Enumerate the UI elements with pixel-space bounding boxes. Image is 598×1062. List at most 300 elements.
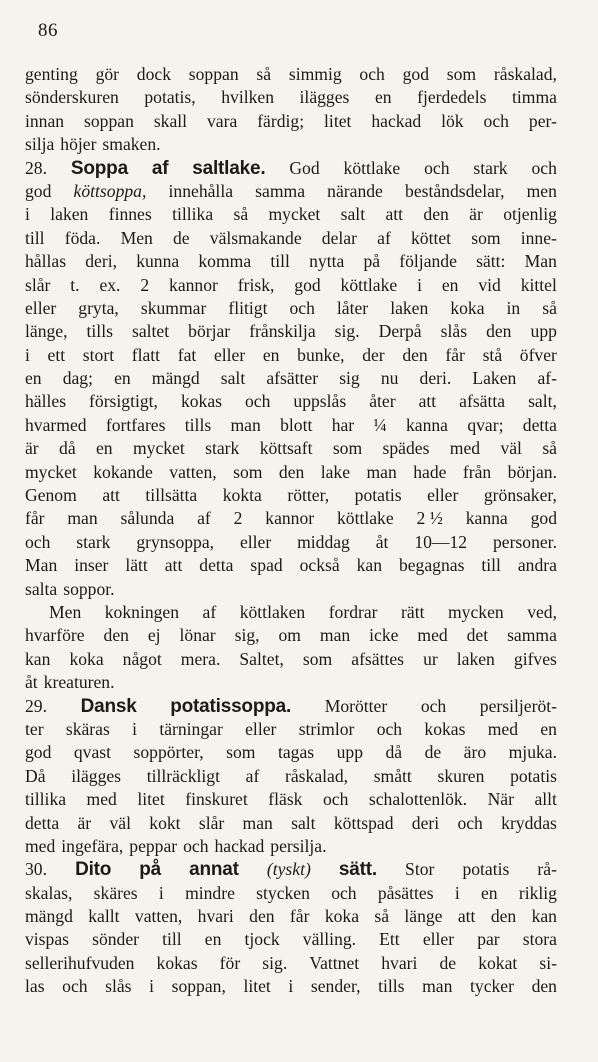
word: får: [25, 508, 45, 529]
word: köttlaken: [239, 601, 306, 622]
text-line: [25, 227, 557, 250]
word: för: [219, 952, 241, 973]
word: afsättes: [351, 648, 405, 669]
word: till: [25, 227, 45, 248]
text-line: [25, 437, 557, 460]
word: att: [457, 906, 476, 927]
word: qvar;: [467, 414, 504, 435]
word: per-: [528, 110, 557, 131]
word: som: [226, 742, 256, 763]
word: köttspad: [333, 812, 394, 833]
word: så: [542, 297, 557, 318]
word: och: [376, 718, 403, 739]
word: tycker: [470, 976, 514, 997]
word: spädes: [382, 438, 430, 459]
word: tillika: [172, 204, 214, 225]
word: par: [477, 929, 500, 950]
word: och: [331, 882, 357, 903]
word: lök: [441, 110, 464, 131]
word: När: [487, 789, 514, 810]
text-line: [25, 882, 557, 905]
word: äro: [463, 742, 487, 763]
word: att: [102, 485, 120, 506]
word: kallt: [88, 906, 120, 927]
word: en: [114, 368, 131, 389]
word: med: [25, 835, 56, 856]
word: låter: [336, 297, 369, 318]
word: sig: [339, 368, 360, 389]
word: slås: [440, 321, 468, 342]
body-text: [25, 63, 557, 999]
word: kannor: [169, 274, 218, 295]
word: grynsoppa,: [136, 531, 215, 552]
word: god: [402, 64, 429, 84]
word: då: [59, 438, 76, 459]
word: persiljeröt-: [479, 695, 557, 716]
word: rötter,: [287, 485, 330, 506]
word: koka: [69, 648, 104, 669]
word: man: [67, 508, 98, 529]
word: sönderskuren: [25, 87, 119, 108]
word: tärningar: [159, 718, 223, 739]
word: af: [377, 227, 391, 248]
word: upp: [336, 742, 363, 763]
word: och: [483, 110, 509, 131]
word: soppan: [84, 110, 134, 131]
word: sålunda: [120, 508, 175, 529]
word: mindre: [185, 882, 235, 903]
word: och: [25, 531, 51, 552]
word: om: [278, 625, 301, 646]
word: stora: [522, 929, 557, 950]
word: eller: [422, 929, 455, 950]
word: Derpå: [378, 321, 422, 342]
word: eller: [427, 485, 459, 506]
text-line: [25, 858, 557, 881]
word: God: [289, 157, 320, 178]
word: saltet: [131, 321, 170, 342]
word: också: [299, 555, 340, 576]
word: ej: [147, 625, 161, 646]
word: den: [249, 906, 275, 927]
word: 2 ½: [416, 508, 443, 529]
word: den: [486, 321, 512, 342]
word: potatis: [462, 859, 510, 880]
word: skalas,: [25, 882, 73, 903]
text-line: [25, 367, 557, 390]
word: hackad: [214, 835, 265, 856]
word: qvast: [73, 742, 112, 763]
word: försigtigt,: [89, 391, 158, 412]
word: upp: [530, 321, 557, 342]
word: man: [319, 625, 351, 646]
word: en: [96, 438, 113, 459]
word: laken: [390, 297, 429, 318]
word: ett: [47, 344, 66, 365]
word: genting: [25, 64, 78, 84]
word: personer.: [492, 531, 557, 552]
word: fjerdedels: [417, 87, 487, 108]
text-line: [25, 86, 557, 109]
word: dag;: [62, 368, 93, 389]
text-line: [25, 63, 557, 86]
word: stycken: [256, 882, 310, 903]
word: god: [25, 742, 52, 763]
text-line: [25, 671, 557, 694]
word: hvilken: [221, 87, 274, 108]
word: sender,: [310, 976, 361, 997]
word: soppor.: [63, 578, 115, 599]
word: sig.: [334, 321, 360, 342]
word: god: [530, 508, 557, 529]
word: sig,: [234, 625, 260, 646]
word: Morötter: [324, 695, 388, 716]
word: deri: [411, 812, 440, 833]
word: mycket: [25, 461, 77, 482]
word: vispas: [25, 929, 69, 950]
word: som: [446, 64, 477, 84]
word: vatten,: [169, 461, 217, 482]
word: skäres: [93, 882, 138, 903]
word: köttet: [410, 227, 452, 248]
word: afsätta: [459, 391, 506, 412]
word: från: [462, 461, 492, 482]
text-line: [25, 133, 557, 156]
word: har: [331, 414, 355, 435]
word: af-: [537, 368, 557, 389]
word: smaken.: [102, 134, 161, 155]
word: höjer: [60, 134, 97, 155]
word: innan: [25, 110, 65, 131]
word: lake: [320, 461, 351, 482]
word: salt: [291, 812, 316, 833]
word: tjock: [244, 929, 280, 950]
word: i: [132, 718, 138, 739]
word: ur: [423, 648, 438, 669]
text-line: [25, 390, 557, 413]
word: hälles: [25, 391, 67, 412]
word: hackad: [371, 110, 422, 131]
word: väl: [109, 812, 131, 833]
text-line: [25, 250, 557, 273]
word: tillsätta: [145, 485, 198, 506]
word: soppan: [188, 64, 239, 84]
text-line: [25, 320, 557, 343]
word: las: [25, 976, 45, 997]
word: skummar: [140, 297, 207, 318]
word: kokat: [478, 952, 518, 973]
word: rätt: [401, 601, 425, 622]
word: frisk,: [237, 274, 275, 295]
word: Då: [25, 765, 46, 786]
word: detta: [25, 812, 60, 833]
word: i: [149, 976, 155, 997]
word: 28.: [25, 157, 47, 178]
word: och: [322, 789, 349, 810]
word: kokas: [180, 391, 222, 412]
word: kryddas: [501, 812, 557, 833]
text-line: [25, 461, 557, 484]
recipe-heading-word: sätt.: [338, 859, 377, 881]
recipe-heading-word: Dito: [75, 859, 112, 881]
word: laken: [456, 648, 495, 669]
word: tills: [378, 976, 405, 997]
word: delar: [321, 227, 357, 248]
word: schalottenlök.: [368, 789, 468, 810]
word: råskalad,: [493, 64, 557, 84]
text-line: [25, 741, 557, 764]
word: uppslås: [293, 391, 347, 412]
word: kannor: [265, 508, 315, 529]
word: till: [162, 929, 182, 950]
word: begagnas: [398, 555, 465, 576]
word: smått: [373, 765, 412, 786]
text-line: [25, 157, 557, 180]
word: välsmakande: [209, 227, 302, 248]
word: kanna: [465, 508, 508, 529]
word: på: [363, 251, 381, 272]
text-line: [25, 554, 557, 577]
word: stå: [482, 344, 503, 365]
word: 2: [140, 274, 150, 295]
word: köttlake: [343, 157, 401, 178]
word: gör: [95, 64, 120, 84]
word: slås: [105, 976, 132, 997]
text-line: [25, 110, 557, 133]
word: den: [278, 461, 305, 482]
word: och: [289, 297, 315, 318]
word: stark: [76, 531, 111, 552]
word: samma: [507, 625, 557, 646]
word: laken: [50, 204, 89, 225]
word: komma: [198, 251, 252, 272]
word: en: [374, 87, 392, 108]
word: tagas: [277, 742, 315, 763]
word: stort: [82, 344, 115, 365]
word: med: [449, 438, 481, 459]
word: Man: [524, 251, 557, 272]
word: den: [531, 976, 557, 997]
word: Men: [49, 601, 82, 622]
word: slår: [25, 274, 51, 295]
word: är: [469, 204, 483, 225]
word: middag: [297, 531, 350, 552]
word: med: [487, 718, 519, 739]
word: fat: [177, 344, 197, 365]
word: tills: [184, 414, 212, 435]
text-line: [25, 507, 557, 530]
word: detta: [199, 555, 234, 576]
word: tillräckligt: [146, 765, 220, 786]
word: eller: [25, 297, 57, 318]
word: riklig: [518, 882, 557, 903]
word: spad: [250, 555, 283, 576]
word: välling.: [302, 929, 357, 950]
word: sig.: [262, 952, 288, 973]
word: eller: [213, 344, 246, 365]
word: man: [242, 812, 273, 833]
page-number: 86: [38, 20, 58, 41]
word: början.: [507, 461, 557, 482]
word: påsättes: [377, 882, 434, 903]
word: köttlake: [336, 508, 394, 529]
word: kokas: [156, 952, 198, 973]
word: en: [540, 718, 557, 739]
word: och: [531, 157, 557, 178]
text-line: [25, 601, 557, 624]
word: hvari: [197, 906, 234, 927]
word: dock: [136, 64, 171, 84]
word: afsätter: [266, 368, 319, 389]
text-line: [25, 297, 557, 320]
text-line: [25, 344, 557, 367]
word: hållas: [25, 251, 67, 272]
word: vid: [478, 274, 501, 295]
word: af: [197, 508, 211, 529]
word: åt: [25, 672, 38, 693]
word: till: [270, 251, 290, 272]
word: salt: [340, 204, 366, 225]
text-line: [25, 765, 557, 788]
word: deri,: [85, 251, 117, 272]
word: i: [417, 274, 422, 295]
recipe-heading-word: potatissoppa.: [170, 695, 292, 717]
word: en: [262, 344, 280, 365]
word: blott: [280, 414, 313, 435]
word: de: [173, 227, 190, 248]
word: flitigt: [228, 297, 268, 318]
word: så: [374, 906, 390, 927]
word: kanna: [405, 414, 448, 435]
word: sätt:: [476, 251, 506, 272]
word: deri.: [419, 368, 452, 389]
word: Laken: [472, 368, 517, 389]
word: länge,: [25, 321, 68, 342]
word: mängd: [151, 368, 200, 389]
word: ilägges: [299, 87, 350, 108]
word: der: [362, 344, 385, 365]
word: tills: [86, 321, 113, 342]
text-line: [25, 624, 557, 647]
word: något: [122, 648, 162, 669]
word: kokas: [424, 718, 466, 739]
word: hvari: [381, 952, 418, 973]
word: att: [385, 204, 404, 225]
word: inne-: [520, 227, 557, 248]
word: de: [424, 742, 442, 763]
word: ingefära,: [61, 835, 124, 856]
word: att: [418, 391, 437, 412]
text-line: [25, 203, 557, 226]
word: då: [385, 742, 403, 763]
word: salt,: [528, 391, 557, 412]
word: kunna: [136, 251, 180, 272]
text-line: [25, 414, 557, 437]
word: kokta: [222, 485, 262, 506]
word: en: [441, 274, 459, 295]
word: skuren: [437, 765, 485, 786]
word: skäras: [65, 718, 110, 739]
word: i: [288, 976, 294, 997]
word: en: [480, 882, 498, 903]
word: får: [445, 344, 465, 365]
text-line: [25, 952, 557, 975]
word: gifves: [513, 648, 557, 669]
word: mängd: [25, 906, 73, 927]
word: följande: [399, 251, 457, 272]
word: i: [158, 882, 164, 903]
word: den: [402, 344, 428, 365]
word: mjuka.: [508, 742, 557, 763]
word: eller: [245, 718, 277, 739]
word: och: [457, 812, 483, 833]
word: mycken: [447, 601, 504, 622]
word: peppar: [129, 835, 178, 856]
word: hvarföre: [25, 625, 85, 646]
text-line: [25, 180, 557, 203]
word: ter: [25, 718, 44, 739]
word: litet: [243, 976, 271, 997]
word: god: [294, 274, 321, 295]
word: fordrar: [328, 601, 378, 622]
word: råskalad,: [285, 765, 349, 786]
word: inser: [74, 555, 109, 576]
text-line: [25, 648, 557, 671]
word: t.: [70, 274, 80, 295]
word: som: [302, 648, 333, 669]
word: 10—12: [414, 531, 468, 552]
word: af: [202, 601, 217, 622]
word: en: [25, 368, 42, 389]
word: potatis,: [144, 87, 196, 108]
word: ved,: [527, 601, 557, 622]
word: till: [481, 555, 501, 576]
recipe-heading-word: saltlake.: [192, 157, 266, 179]
word: så: [256, 64, 272, 84]
word: åt: [375, 531, 389, 552]
word: föda.: [64, 227, 101, 248]
word: med: [86, 789, 117, 810]
recipe-heading-word: Dansk: [80, 695, 137, 717]
word: så: [542, 438, 557, 459]
word: 2: [233, 508, 243, 529]
word: färdig;: [257, 110, 305, 131]
word: andra: [517, 555, 557, 576]
word: kokningen: [104, 601, 180, 622]
word: koka: [324, 906, 360, 927]
word: åter: [369, 391, 396, 412]
word: hvarmed: [25, 414, 87, 435]
word: man: [230, 414, 261, 435]
word: grönsaker,: [483, 485, 557, 506]
word: kan: [356, 555, 383, 576]
recipe-heading-word: annat: [189, 859, 239, 881]
word: finskuret: [185, 789, 248, 810]
word: och: [245, 391, 271, 412]
word: så: [233, 204, 249, 225]
word: skall: [153, 110, 188, 131]
word: eller: [239, 531, 272, 552]
word: och: [62, 976, 88, 997]
word: Genom: [25, 485, 77, 506]
word: strimlor: [298, 718, 355, 739]
word: och: [359, 64, 385, 84]
text-line: [25, 905, 557, 928]
word: Man: [25, 555, 58, 576]
word: finnes: [108, 204, 152, 225]
word: men: [526, 180, 557, 201]
word: silja: [25, 134, 55, 155]
